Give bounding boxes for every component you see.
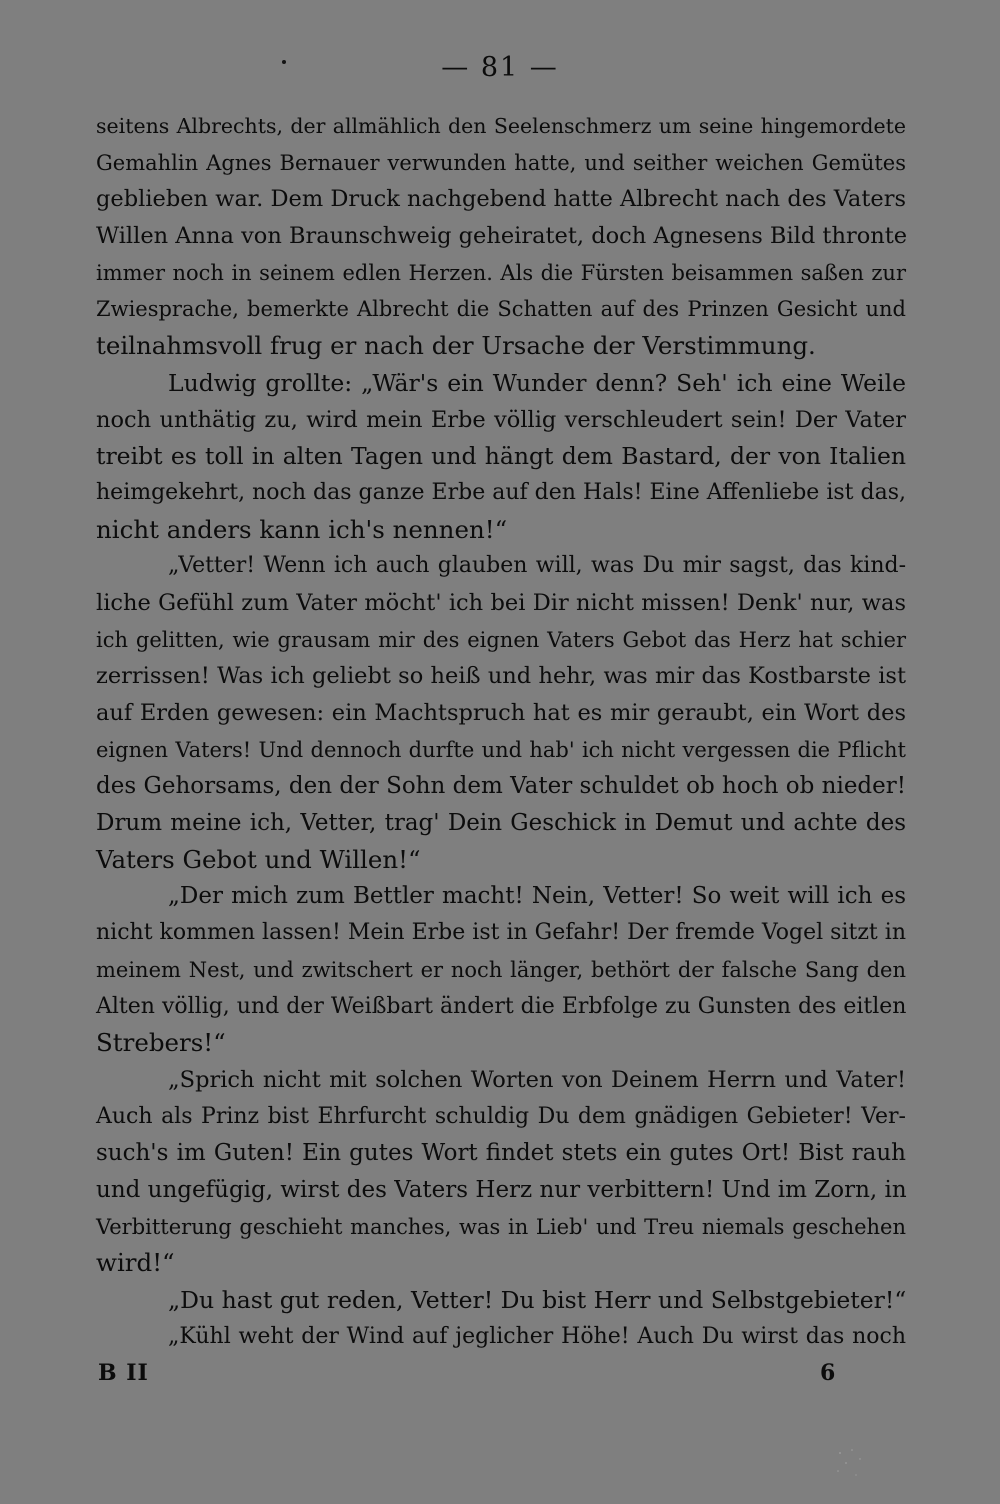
text-line: Vaters Gebot und Willen!“ (96, 844, 421, 874)
paper-speckles (830, 1445, 890, 1485)
text-line: treibt es toll in alten Tagen und hängt dem Bastard, der von Italien (96, 442, 906, 471)
body-text (96, 108, 906, 1355)
text-line: „Der mich zum Bettler macht! Nein, Vetter! So weit will ich es (168, 883, 906, 910)
text-line: „Vetter! Wenn ich auch glauben will, was Du mir sagst, das kind- (168, 553, 906, 579)
text-line: ich gelitten, wie grausam mir des eignen Vaters Gebot das Herz hat schier (96, 627, 906, 652)
text-line: geblieben war. Dem Druck nachgebend hatte Albrecht nach des Vaters (96, 186, 906, 213)
text-line: „Du hast gut reden, Vetter! Du bist Herr und Selbstgebieter!“ (168, 1286, 907, 1314)
text-line: Strebers!“ (96, 1028, 226, 1058)
text-line: nicht kommen lassen! Mein Erbe ist in Gefahr! Der fremde Vogel sitzt in (96, 920, 906, 946)
text-line: noch unthätig zu, wird mein Erbe völlig verschleudert sein! Der Vater (96, 406, 906, 433)
text-line: heimgekehrt, noch das ganze Erbe auf den Hals! Eine Affenliebe ist das, (96, 479, 906, 505)
text-line: „Sprich nicht mit solchen Worten von Deinem Herrn und Vater! (168, 1066, 906, 1093)
text-line: Ludwig grollte: „Wär's ein Wunder denn? Seh' ich eine Weile (168, 368, 906, 397)
text-line: Gemahlin Agnes Bernauer verwunden hatte, und seither weichen Gemütes (96, 150, 906, 175)
text-line: liche Gefühl zum Vater möcht' ich bei Dir nicht missen! Denk' nur, was (96, 589, 906, 616)
text-line: wird!“ (96, 1248, 175, 1278)
text-line: Drum meine ich, Vetter, trag' Dein Geschick in Demut und achte des (96, 810, 906, 837)
text-line: eignen Vaters! Und dennoch durfte und hab' ich nicht vergessen die Pflicht (96, 737, 906, 762)
text-line: Auch als Prinz bist Ehrfurcht schuldig Du dem gnädigen Gebieter! Ver- (96, 1103, 906, 1129)
page-number: — 81 — (441, 52, 559, 83)
text-line: such's im Guten! Ein gutes Wort findet stets ein gutes Ort! Bist rauh (96, 1140, 906, 1167)
text-line: „Kühl weht der Wind auf jeglicher Höhe! Auch Du wirst das noch (168, 1323, 906, 1349)
sheet-number: 6 (820, 1360, 836, 1386)
text-line: meinem Nest, und zwitschert er noch länger, bethört der falsche Sang den (96, 957, 906, 982)
text-line: Verbitterung geschieht manches, was in Lieb' und Treu niemals geschehen (96, 1214, 906, 1239)
text-line: seitens Albrechts, der allmählich den Seelenschmerz um seine hingemordete (96, 114, 906, 138)
text-line: zerrissen! Was ich geliebt so heiß und hehr, was mir das Kostbarste ist (96, 663, 906, 690)
text-line: nicht anders kann ich's nennen!“ (96, 514, 508, 544)
text-line: Alten völlig, und der Weißbart ändert die Erbfolge zu Gunsten des eitlen (96, 993, 907, 1019)
signature-mark: B II (98, 1360, 149, 1386)
text-line: Zwiesprache, bemerkte Albrecht die Schatten auf des Prinzen Gesicht und (96, 297, 906, 322)
text-line: auf Erden gewesen: ein Machtspruch hat es mir geraubt, ein Wort des (96, 700, 906, 726)
text-line: Willen Anna von Braunschweig geheiratet, doch Agnesens Bild thronte (96, 223, 908, 250)
text-line: des Gehorsams, den der Sohn dem Vater schuldet ob hoch ob nieder! (96, 773, 906, 800)
text-line: immer noch in seinem edlen Herzen. Als die Fürsten beisammen saßen zur (96, 260, 906, 285)
text-line: teilnahmsvoll frug er nach der Ursache der Verstimmung. (96, 331, 816, 361)
text-line: und ungefügig, wirst des Vaters Herz nur verbittern! Und im Zorn, in (96, 1176, 907, 1203)
